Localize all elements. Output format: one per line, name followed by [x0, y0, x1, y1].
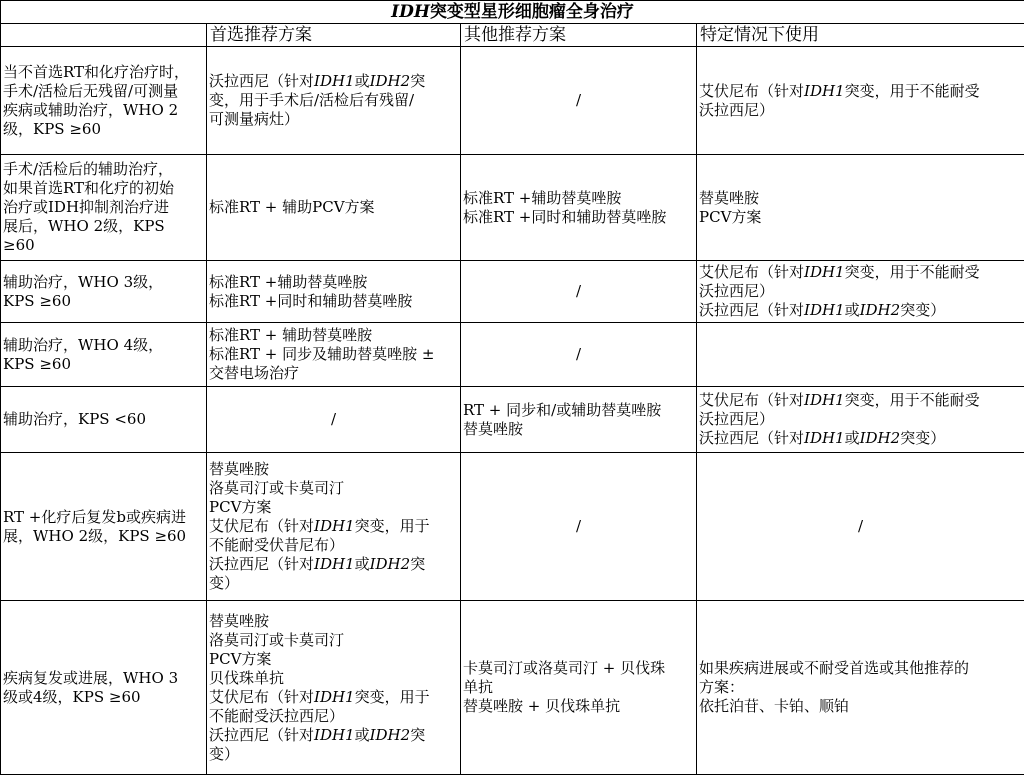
cell-line: /	[463, 282, 694, 301]
cell-other	[461, 387, 697, 453]
cell-line: /	[699, 517, 1022, 536]
cell-line: 卡莫司汀或洛莫司汀 + 贝伐珠	[463, 659, 694, 678]
cell-specific	[697, 47, 1024, 155]
header-preferred: 首选推荐方案	[207, 24, 461, 47]
cell-line: 沃拉西尼（针对IDH1或IDH2突	[209, 72, 458, 91]
cell-line: 变）	[209, 574, 458, 593]
cell-specific	[697, 155, 1024, 261]
table-title	[1, 1, 1024, 24]
cell-line: 辅助治疗，WHO 4级，	[3, 336, 204, 355]
cell-line: 方案：	[699, 678, 1022, 697]
cell-line: 沃拉西尼（针对IDH1或IDH2突变）	[699, 301, 1022, 320]
cell-line: 如果疾病进展或不耐受首选或其他推荐的	[699, 659, 1022, 678]
header-specific: 特定情况下使用	[697, 24, 1024, 47]
cell-line: 标准RT +辅助替莫唑胺	[463, 189, 694, 208]
cell-line: 不能耐受伏昔尼布）	[209, 536, 458, 555]
cell-condition	[1, 261, 207, 323]
cell-line: 艾伏尼布（针对IDH1突变，用于	[209, 517, 458, 536]
cell-line: 艾伏尼布（针对IDH1突变，用于不能耐受	[699, 82, 1022, 101]
cell-specific	[697, 387, 1024, 453]
cell-condition	[1, 47, 207, 155]
cell-line: 标准RT + 辅助PCV方案	[209, 198, 458, 217]
cell-line: 疾病或辅助治疗，WHO 2	[3, 101, 204, 120]
cell-line: 当不首选RT和化疗治疗时，	[3, 63, 204, 82]
title-text: 突变型星形细胞瘤全身治疗	[430, 2, 634, 22]
cell-line: 洛莫司汀或卡莫司汀	[209, 479, 458, 498]
cell-line: 替莫唑胺	[209, 612, 458, 631]
cell-preferred	[207, 601, 461, 775]
cell-line: RT + 同步和/或辅助替莫唑胺	[463, 401, 694, 420]
cell-condition	[1, 453, 207, 601]
cell-line: 替莫唑胺	[699, 189, 1022, 208]
table-row	[1, 453, 1024, 601]
cell-line: 变，用于手术后/活检后有残留/	[209, 91, 458, 110]
cell-condition	[1, 323, 207, 387]
cell-line: 沃拉西尼）	[699, 101, 1022, 120]
cell-line: 变）	[209, 745, 458, 764]
cell-condition	[1, 601, 207, 775]
cell-line: 替莫唑胺 + 贝伐珠单抗	[463, 697, 694, 716]
cell-line: 级，KPS ≥60	[3, 120, 204, 139]
cell-line: 疾病复发或进展，WHO 3	[3, 669, 204, 688]
cell-other	[461, 323, 697, 387]
cell-line: 沃拉西尼）	[699, 282, 1022, 301]
table-row	[1, 47, 1024, 155]
header-other: 其他推荐方案	[461, 24, 697, 47]
cell-line: 级或4级，KPS ≥60	[3, 688, 204, 707]
cell-line: 沃拉西尼（针对IDH1或IDH2突	[209, 726, 458, 745]
cell-preferred	[207, 261, 461, 323]
cell-line: PCV方案	[699, 208, 1022, 227]
cell-condition	[1, 387, 207, 453]
cell-specific	[697, 323, 1024, 387]
cell-line: 单抗	[463, 678, 694, 697]
cell-line: KPS ≥60	[3, 292, 204, 311]
table-row	[1, 323, 1024, 387]
cell-line: /	[463, 517, 694, 536]
cell-line: RT +化疗后复发b或疾病进	[3, 508, 204, 527]
cell-preferred	[207, 453, 461, 601]
cell-line: /	[463, 91, 694, 110]
cell-other	[461, 47, 697, 155]
cell-other	[461, 601, 697, 775]
cell-line: KPS ≥60	[3, 355, 204, 374]
cell-specific	[697, 601, 1024, 775]
cell-line: ≥60	[3, 236, 204, 255]
cell-line: 沃拉西尼（针对IDH1或IDH2突变）	[699, 429, 1022, 448]
cell-line: 替莫唑胺	[463, 420, 694, 439]
cell-line: /	[209, 410, 458, 429]
cell-preferred	[207, 387, 461, 453]
cell-line: 如果首选RT和化疗的初始	[3, 179, 204, 198]
cell-line: 展后，WHO 2级，KPS	[3, 217, 204, 236]
cell-line: PCV方案	[209, 650, 458, 669]
header-row	[1, 24, 1024, 47]
cell-line: 艾伏尼布（针对IDH1突变，用于	[209, 688, 458, 707]
cell-line: 标准RT +同时和辅助替莫唑胺	[209, 292, 458, 311]
cell-line: 辅助治疗，KPS <60	[3, 410, 204, 429]
cell-condition	[1, 155, 207, 261]
cell-other	[461, 155, 697, 261]
cell-other	[461, 261, 697, 323]
cell-line: 治疗或IDH抑制剂治疗进	[3, 198, 204, 217]
cell-line: 标准RT +同时和辅助替莫唑胺	[463, 208, 694, 227]
cell-line: /	[463, 345, 694, 364]
table-row	[1, 155, 1024, 261]
cell-line: 替莫唑胺	[209, 460, 458, 479]
cell-line: 沃拉西尼）	[699, 410, 1022, 429]
table-row	[1, 387, 1024, 453]
cell-line: 展，WHO 2级，KPS ≥60	[3, 527, 204, 546]
cell-preferred	[207, 323, 461, 387]
cell-preferred	[207, 47, 461, 155]
cell-line: 手术/活检后无残留/可测量	[3, 82, 204, 101]
table-row	[1, 261, 1024, 323]
cell-line: 可测量病灶）	[209, 110, 458, 129]
cell-line: 艾伏尼布（针对IDH1突变，用于不能耐受	[699, 391, 1022, 410]
title-italic: IDH	[391, 2, 430, 22]
cell-line: 贝伐珠单抗	[209, 669, 458, 688]
cell-line: 交替电场治疗	[209, 364, 458, 383]
cell-line: 标准RT +辅助替莫唑胺	[209, 273, 458, 292]
cell-line: 艾伏尼布（针对IDH1突变，用于不能耐受	[699, 263, 1022, 282]
cell-other	[461, 453, 697, 601]
cell-specific	[697, 453, 1024, 601]
cell-line: 标准RT + 同步及辅助替莫唑胺 ±	[209, 345, 458, 364]
cell-line: 手术/活检后的辅助治疗，	[3, 160, 204, 179]
cell-line: 标准RT + 辅助替莫唑胺	[209, 326, 458, 345]
cell-specific	[697, 261, 1024, 323]
cell-line: PCV方案	[209, 498, 458, 517]
cell-line: 沃拉西尼（针对IDH1或IDH2突	[209, 555, 458, 574]
cell-preferred	[207, 155, 461, 261]
cell-line: 不能耐受沃拉西尼）	[209, 707, 458, 726]
cell-line: 洛莫司汀或卡莫司汀	[209, 631, 458, 650]
cell-line: 依托泊苷、卡铂、顺铂	[699, 697, 1022, 716]
header-condition	[1, 24, 207, 47]
table-row	[1, 601, 1024, 775]
cell-line: 辅助治疗，WHO 3级，	[3, 273, 204, 292]
